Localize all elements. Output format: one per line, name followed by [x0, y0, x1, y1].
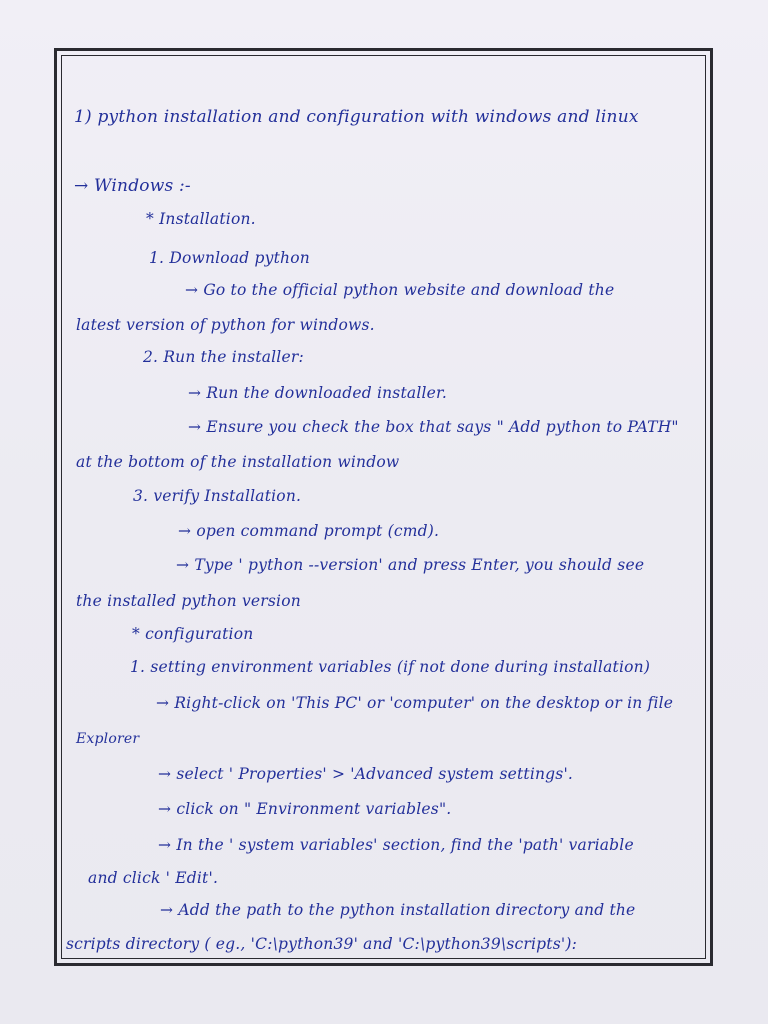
note-open-cmd: → open command prompt (cmd).: [178, 522, 440, 540]
note-run-downloaded: → Run the downloaded installer.: [188, 384, 448, 402]
note-latest-version: latest version of python for windows.: [76, 316, 375, 334]
subsection-installation: * Installation.: [146, 210, 256, 228]
note-add-to-path: → Ensure you check the box that says " Add python to PATH": [188, 418, 679, 436]
note-type-version: → Type ' python --version' and press Enter, you should see: [176, 556, 645, 574]
section-windows: → Windows :-: [74, 176, 191, 196]
note-click-edit: and click ' Edit'.: [88, 869, 219, 887]
step-environment-variables: 1. setting environment variables (if not done during installation): [130, 658, 651, 676]
note-installed-version: the installed python version: [76, 592, 301, 610]
step-verify-installation: 3. verify Installation.: [133, 487, 302, 505]
note-right-click: → Right-click on 'This PC' or 'computer' on the desktop or in file: [156, 694, 674, 712]
note-system-variables: → In the ' system variables' section, find the 'path' variable: [158, 836, 634, 854]
step-download-python: 1. Download python: [149, 249, 310, 267]
note-official-website: → Go to the official python website and download the: [185, 281, 615, 299]
heading-python-installation: 1) python installation and configuration with windows and linux: [74, 107, 639, 127]
note-select-properties: → select ' Properties' > 'Advanced system settings'.: [158, 765, 574, 783]
subsection-configuration: * configuration: [132, 625, 254, 643]
step-run-installer: 2. Run the installer:: [143, 348, 304, 366]
note-bottom-of-window: at the bottom of the installation window: [76, 453, 400, 471]
note-add-path: → Add the path to the python installation directory and the: [160, 901, 636, 919]
note-explorer: Explorer: [76, 731, 140, 747]
note-click-env-vars: → click on " Environment variables".: [158, 800, 452, 818]
note-scripts-directory: scripts directory ( eg., 'C:\python39' and 'C:\python39\scripts'):: [66, 935, 577, 953]
